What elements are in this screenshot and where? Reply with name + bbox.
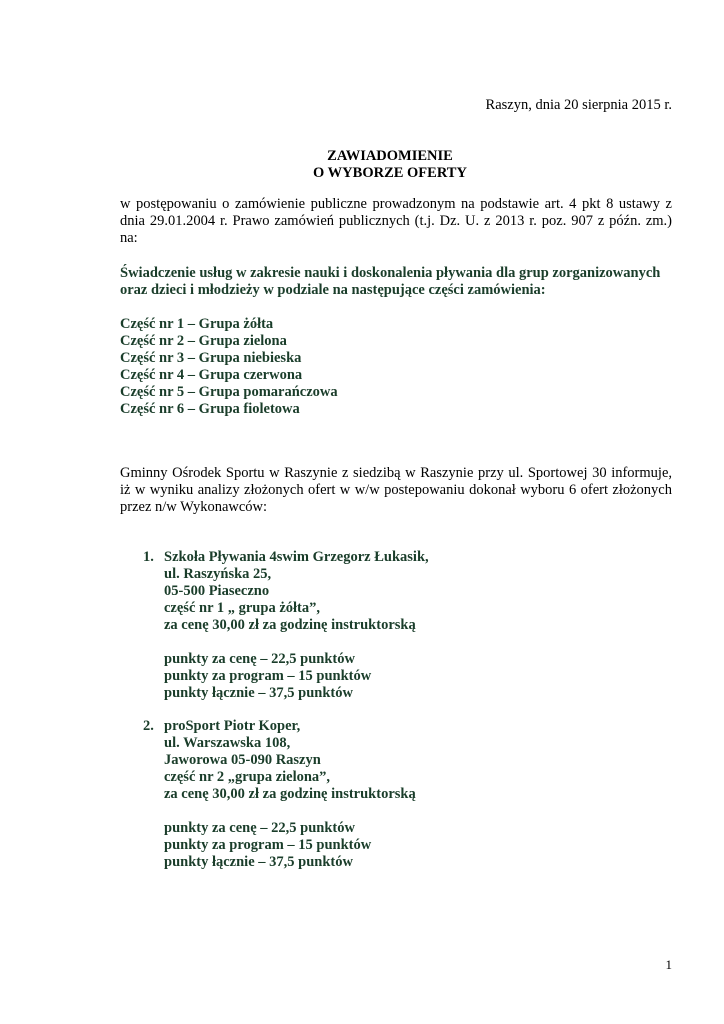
part-item-4: Część nr 4 – Grupa czerwona (120, 367, 303, 383)
contractor-2-city: Jaworowa 05-090 Raszyn (164, 752, 321, 768)
contractor-1-points-program: punkty za program – 15 punktów (164, 668, 372, 684)
contractor-1-street: ul. Raszyńska 25, (164, 566, 272, 582)
contractor-2-points-price: punkty za cenę – 22,5 punktów (164, 820, 355, 836)
contractor-2-points-total: punkty łącznie – 37,5 punktów (164, 854, 353, 870)
contractor-1-number: 1. (143, 549, 154, 565)
intro-line-3: na: (120, 230, 138, 246)
info-line-3: przez n/w Wykonawców: (120, 499, 268, 515)
part-item-1: Część nr 1 – Grupa żółta (120, 316, 274, 332)
contractor-2-points-program: punkty za program – 15 punktów (164, 837, 372, 853)
subject-line-2: oraz dzieci i młodzieży w podziale na następujące części zamówienia: (120, 282, 546, 298)
contractor-2-price: za cenę 30,00 zł za godzinę instruktorską (164, 786, 416, 802)
intro-line-2: dnia 29.01.2004 r. Prawo zamówień publicznych (t.j. Dz. U. z 2013 r. poz. 907 z późn. zm.) (120, 213, 672, 229)
contractor-1-points-price: punkty za cenę – 22,5 punktów (164, 651, 355, 667)
contractor-2-part: część nr 2 „grupa zielona”, (164, 769, 331, 785)
info-paragraph (120, 465, 672, 516)
contractor-1-part: część nr 1 „ grupa żółta”, (164, 600, 320, 616)
intro-line-1: w postępowaniu o zamówienie publiczne prowadzonym na podstawie art. 4 pkt 8 ustawy z (120, 196, 672, 212)
contractor-1-price: za cenę 30,00 zł za godzinę instruktorską (164, 617, 416, 633)
subject-line-1: Świadczenie usług w zakresie nauki i doskonalenia pływania dla grup zorganizowanych (120, 265, 661, 281)
place-date: Raszyn, dnia 20 sierpnia 2015 r. (485, 97, 672, 113)
contractor-2-street: ul. Warszawska 108, (164, 735, 291, 751)
contractor-2-number: 2. (143, 718, 154, 734)
title-line-2: O WYBORZE OFERTY (313, 165, 467, 181)
info-line-1: Gminny Ośrodek Sportu w Raszynie z siedzibą w Raszynie przy ul. Sportowej 30 informuje, (120, 465, 672, 481)
part-item-2: Część nr 2 – Grupa zielona (120, 333, 287, 349)
contractor-1-name: Szkoła Pływania 4swim Grzegorz Łukasik, (164, 549, 429, 565)
title-line-1: ZAWIADOMIENIE (327, 148, 453, 164)
page-number: 1 (665, 957, 672, 972)
intro-paragraph (120, 196, 672, 247)
contractor-1-points-total: punkty łącznie – 37,5 punktów (164, 685, 353, 701)
contractor-2-name: proSport Piotr Koper, (164, 718, 301, 734)
info-line-2: iż w wyniku analizy złożonych ofert w w/w postepowaniu dokonał wyboru 6 ofert złożonych (120, 482, 672, 498)
contractor-1-city: 05-500 Piaseczno (164, 583, 270, 599)
part-item-6: Część nr 6 – Grupa fioletowa (120, 401, 300, 417)
part-item-3: Część nr 3 – Grupa niebieska (120, 350, 302, 366)
part-item-5: Część nr 5 – Grupa pomarańczowa (120, 384, 338, 400)
